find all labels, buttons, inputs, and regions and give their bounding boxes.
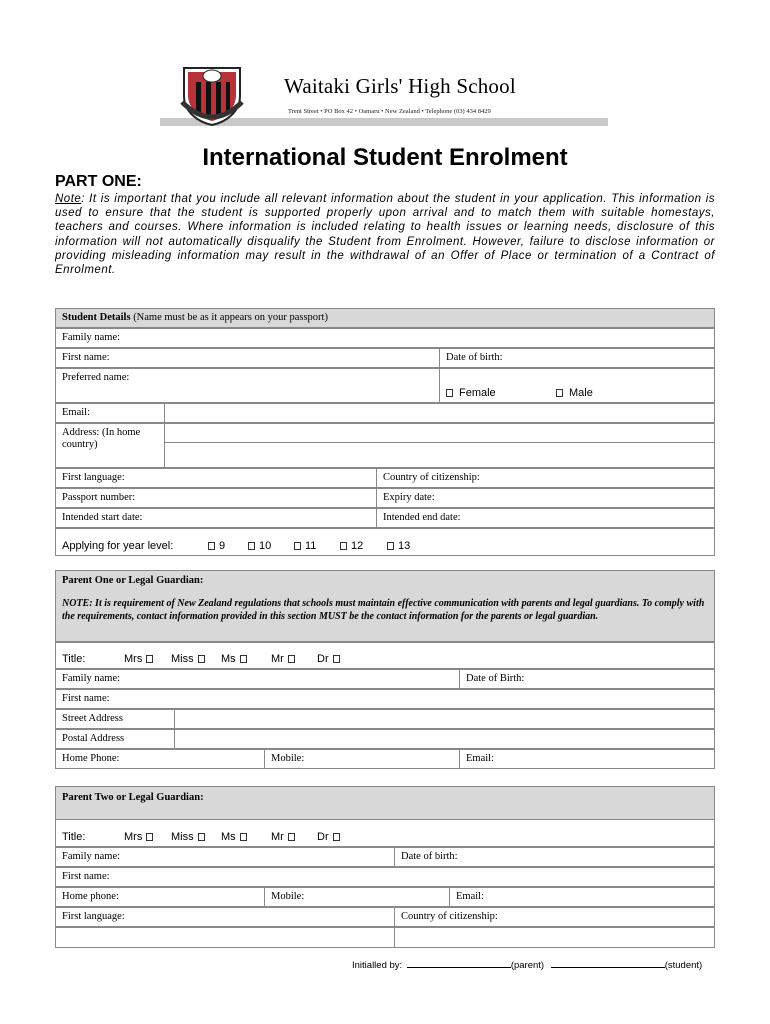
parent-one-title-options: [62, 653, 462, 667]
preferred-name-label: Preferred name:: [62, 372, 130, 383]
dr-label: Dr: [317, 831, 329, 843]
student-address-line-2[interactable]: [164, 442, 715, 468]
part-heading: PART ONE:: [55, 173, 142, 190]
year-10-checkbox[interactable]: [248, 542, 255, 550]
p1-email-label: Email:: [466, 753, 494, 764]
student-start-date-field[interactable]: [55, 508, 377, 528]
male-option[interactable]: [556, 387, 593, 399]
student-dob-field[interactable]: [439, 348, 715, 368]
p2-dob-label: Date of birth:: [401, 851, 458, 862]
male-label: Male: [569, 387, 593, 399]
parent-one-note: NOTE: It is requirement of New Zealand regulations that schools must maintain effective communication with parents and legal guardians. To comply with the requirements, contact information provided in this section MUST be the contact information for the parents or legal guardian.: [62, 598, 705, 622]
initialled-by-label: Initialled by:: [352, 960, 403, 971]
parent-one-street-label-cell: [55, 709, 175, 729]
p1-dob-label: Date of Birth:: [466, 673, 525, 684]
p1-postal-label: Postal Address: [62, 733, 125, 744]
miss-checkbox[interactable]: [198, 655, 205, 663]
student-email-field[interactable]: [164, 403, 715, 423]
page-title: International Student Enrolment: [202, 144, 568, 171]
student-initials-line[interactable]: [551, 958, 665, 968]
end-date-label: Intended end date:: [383, 512, 461, 523]
note-label: Note: [55, 193, 82, 205]
student-email-label-cell: [55, 403, 165, 423]
p1-home-phone-label: Home Phone:: [62, 753, 120, 764]
student-details-heading: Student Details: [62, 312, 131, 323]
year-13-option[interactable]: [387, 540, 410, 552]
parent-one-heading: Parent One or Legal Guardian:: [62, 575, 204, 586]
year-9-checkbox[interactable]: [208, 542, 215, 550]
p2-mobile-label: Mobile:: [271, 891, 305, 902]
start-date-label: Intended start date:: [62, 512, 143, 523]
p1-first-name-label: First name:: [62, 693, 110, 704]
mrs-label: Mrs: [124, 831, 143, 843]
year-11-checkbox[interactable]: [294, 542, 301, 550]
parent-one-miss-option[interactable]: [171, 653, 205, 665]
parent-one-mr-option[interactable]: [271, 653, 295, 665]
student-preferred-name-field[interactable]: [55, 368, 440, 403]
student-passport-field[interactable]: [55, 488, 377, 508]
parent-one-title-label: Title:: [62, 653, 86, 665]
parent-two-first-language-field[interactable]: [55, 907, 395, 927]
parent-two-home-phone-field[interactable]: [55, 887, 265, 907]
mr-checkbox[interactable]: [288, 833, 295, 841]
citizenship-label: Country of citizenship:: [383, 472, 480, 483]
p1-family-name-label: Family name:: [62, 673, 121, 684]
parent-two-citizenship-field[interactable]: [394, 907, 715, 927]
dr-checkbox[interactable]: [333, 655, 340, 663]
student-end-date-field[interactable]: [376, 508, 715, 528]
student-address-label-cell: [55, 423, 165, 468]
address-label: Address: (In home country): [62, 427, 141, 450]
parent-two-title-options: [62, 831, 462, 845]
p2-family-name-label: Family name:: [62, 851, 121, 862]
parent-one-postal-label-cell: [55, 729, 175, 749]
parent-one-ms-option[interactable]: [221, 653, 247, 665]
expiry-label: Expiry date:: [383, 492, 435, 503]
parent-two-miss-option[interactable]: [171, 831, 205, 843]
male-checkbox[interactable]: [556, 389, 563, 397]
parent-two-mrs-option[interactable]: [124, 831, 153, 843]
applying-year-label: Applying for year level:: [62, 540, 174, 552]
parent-one-email-field[interactable]: [459, 749, 715, 769]
p2-first-name-label: First name:: [62, 871, 110, 882]
parent-two-citizenship-value[interactable]: [394, 927, 715, 948]
female-label: Female: [459, 387, 496, 399]
initials-footer: [352, 958, 702, 971]
year-level-options: [62, 540, 702, 554]
student-gender-field: [439, 368, 715, 403]
school-address: Trent Street • PO Box 42 • Oamaru • New Zealand • Telephone (03) 434 8429: [288, 108, 491, 115]
year-12-checkbox[interactable]: [340, 542, 347, 550]
year-11-option[interactable]: [294, 540, 316, 552]
parent-two-title-label: Title:: [62, 831, 86, 843]
miss-checkbox[interactable]: [198, 833, 205, 841]
year-10-label: 10: [259, 540, 272, 552]
first-name-label: First name:: [62, 352, 110, 363]
ms-checkbox[interactable]: [240, 655, 247, 663]
year-13-checkbox[interactable]: [387, 542, 394, 550]
student-family-name-field[interactable]: [55, 328, 715, 348]
p2-citizenship-label: Country of citizenship:: [401, 911, 498, 922]
year-11-label: 11: [305, 540, 317, 552]
parent-two-ms-option[interactable]: [221, 831, 247, 843]
school-crest-logo: [176, 62, 248, 126]
note-text: : It is important that you include all relevant information about the student in your application. This information is used to ensure that the student is supported properly upon arrival and to match them with suitable homestays, teachers and courses. Where information is included relating to health issues or learning needs, disclosure of this information will not automatically disqualify the Student from Enrolment. However, failure to disclose information or providing misleading information may result in the withdrawal of an Offer of Place or termination of a Contract of Enrolment.: [55, 193, 715, 277]
passport-label: Passport number:: [62, 492, 136, 503]
p1-street-label: Street Address: [62, 713, 123, 724]
dob-label: Date of birth:: [446, 352, 503, 363]
student-initials-label: (student): [664, 960, 703, 971]
p2-email-label: Email:: [456, 891, 484, 902]
mrs-checkbox[interactable]: [146, 655, 153, 663]
ms-label: Ms: [221, 831, 236, 843]
parent-one-home-phone-field[interactable]: [55, 749, 265, 769]
first-language-label: First language:: [62, 472, 125, 483]
parent-one-postal-field[interactable]: [174, 729, 715, 749]
parent-two-mr-option[interactable]: [271, 831, 295, 843]
student-expiry-field[interactable]: [376, 488, 715, 508]
mr-checkbox[interactable]: [288, 655, 295, 663]
year-12-label: 12: [351, 540, 364, 552]
parent-one-family-name-field[interactable]: [55, 669, 460, 689]
mr-label: Mr: [271, 831, 284, 843]
parent-two-header: [55, 786, 715, 820]
student-citizenship-field[interactable]: [376, 468, 715, 488]
parent-two-first-language-value[interactable]: [55, 927, 395, 948]
parent-one-mobile-field[interactable]: [264, 749, 460, 769]
dr-checkbox[interactable]: [333, 833, 340, 841]
letterhead: [160, 60, 608, 132]
miss-label: Miss: [171, 653, 194, 665]
parent-two-email-field[interactable]: [449, 887, 715, 907]
parent-one-dob-field[interactable]: [459, 669, 715, 689]
ms-checkbox[interactable]: [240, 833, 247, 841]
parent-two-first-name-field[interactable]: [55, 867, 715, 887]
parent-one-header: [55, 570, 715, 642]
intro-note: [55, 192, 715, 277]
school-name: Waitaki Girls' High School: [284, 74, 516, 98]
parent-two-heading: Parent Two or Legal Guardian:: [62, 792, 204, 803]
family-name-label: Family name:: [62, 332, 121, 343]
female-option[interactable]: [446, 387, 496, 399]
parent-one-first-name-field[interactable]: [55, 689, 715, 709]
year-12-option[interactable]: [340, 540, 363, 552]
year-13-label: 13: [398, 540, 411, 552]
p1-mobile-label: Mobile:: [271, 753, 305, 764]
student-details-heading-note: (Name must be as it appears on your passport): [130, 312, 328, 323]
p2-first-language-label: First language:: [62, 911, 125, 922]
mr-label: Mr: [271, 653, 284, 665]
email-label: Email:: [62, 407, 90, 418]
parent-one-mrs-option[interactable]: [124, 653, 153, 665]
parent-one-dr-option[interactable]: [317, 653, 340, 665]
student-details-header: [55, 308, 715, 328]
student-address-line-1[interactable]: [164, 423, 715, 443]
dr-label: Dr: [317, 653, 329, 665]
mrs-label: Mrs: [124, 653, 143, 665]
parent-two-mobile-field[interactable]: [264, 887, 450, 907]
student-first-name-field[interactable]: [55, 348, 440, 368]
year-9-option[interactable]: [208, 540, 225, 552]
year-10-option[interactable]: [248, 540, 271, 552]
female-checkbox[interactable]: [446, 389, 453, 397]
parent-initials-label: (parent): [510, 960, 545, 971]
miss-label: Miss: [171, 831, 194, 843]
year-9-label: 9: [219, 540, 226, 552]
p2-home-phone-label: Home phone:: [62, 891, 119, 902]
mrs-checkbox[interactable]: [146, 833, 153, 841]
student-first-language-field[interactable]: [55, 468, 377, 488]
parent-two-dob-field[interactable]: [394, 847, 715, 867]
parent-two-dr-option[interactable]: [317, 831, 340, 843]
parent-two-family-name-field[interactable]: [55, 847, 395, 867]
parent-one-street-field[interactable]: [174, 709, 715, 729]
ms-label: Ms: [221, 653, 236, 665]
parent-initials-line[interactable]: [407, 958, 511, 968]
